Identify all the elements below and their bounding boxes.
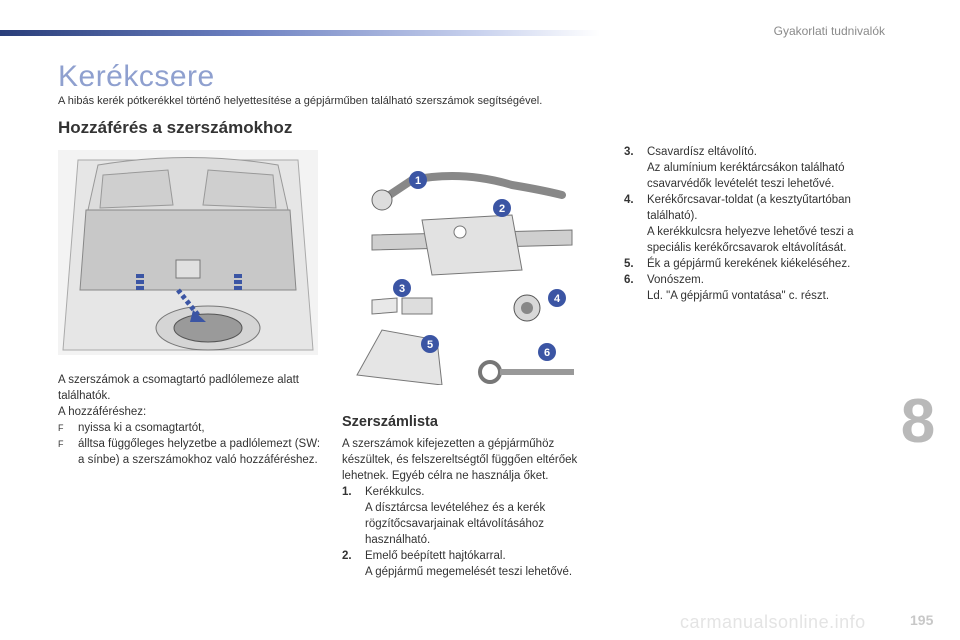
chapter-number bbox=[898, 388, 938, 450]
header-bar bbox=[0, 30, 600, 36]
svg-text:2: 2 bbox=[498, 203, 506, 215]
list-item: 4. Kerékőrcsavar-toldat (a kesztyűtartóban található). A kerékkulcsra helyezve lehetővé teszi a speciális kerékőrcsavarok eltávolítását. bbox=[624, 194, 854, 254]
toollist-intro: A szerszámok kifejezetten a gépjárműhöz készültek, és felszereltségtől függően eltérőek lehetnek. Egyéb célra ne használja őket. bbox=[342, 438, 578, 482]
watermark: carmanualsonline.info bbox=[680, 612, 866, 632]
bullet-text: nyissa ki a csomagtartót, bbox=[78, 422, 205, 434]
section-title: Gyakorlati tudnivalók bbox=[773, 24, 885, 38]
list-item: 6. Vonószem. Ld. "A gépjármű vontatása" c. részt. bbox=[624, 274, 830, 302]
bullet-marker: F bbox=[58, 439, 64, 449]
bullet-marker: F bbox=[58, 423, 64, 433]
svg-text:6: 6 bbox=[543, 347, 551, 359]
svg-text:1: 1 bbox=[414, 175, 422, 187]
svg-text:5: 5 bbox=[426, 339, 434, 351]
toollist-text bbox=[342, 436, 592, 580]
toollist-continued bbox=[624, 144, 884, 304]
access-intro: A szerszámok a csomagtartó padlólemeze alatt találhatók. bbox=[58, 374, 299, 402]
page-number: 195 bbox=[910, 612, 934, 628]
svg-text:4: 4 bbox=[553, 293, 561, 305]
bullet-item bbox=[58, 420, 323, 436]
toollist-heading: Szerszámlista bbox=[342, 414, 438, 430]
access-text bbox=[58, 372, 323, 468]
svg-text:8: 8 bbox=[900, 388, 936, 450]
trunk-illustration bbox=[58, 150, 318, 355]
access-heading: Hozzáférés a szerszámokhoz bbox=[58, 118, 293, 137]
page-title: Kerékcsere bbox=[58, 60, 215, 93]
svg-text:3: 3 bbox=[398, 283, 406, 295]
bullet-text: álltsa függőleges helyzetbe a padlólemezt (SW: a sínbe) a szerszámokhoz való hozzáféréshez. bbox=[78, 438, 321, 466]
list-item: 3. Csavardísz eltávolító. Az alumínium keréktárcsákon található csavarvédők levételét teszi lehetővé. bbox=[624, 146, 845, 190]
list-item: 2. Emelő beépített hajtókarral. A gépjármű megemelését teszi lehetővé. bbox=[342, 550, 573, 578]
access-howto: A hozzáféréshez: bbox=[58, 406, 147, 418]
list-item: 1. Kerékkulcs. A dísztárcsa levételéhez és a kerék rögzítőcsavarjainak eltávolításához használható. bbox=[342, 486, 546, 546]
bullet-item bbox=[58, 436, 323, 468]
list-item: 5. Ék a gépjármű kerekének kiékeléséhez. bbox=[624, 258, 851, 270]
page-subtitle: A hibás kerék pótkerékkel történő helyettesítése a gépjárműben található szerszámok segítségével. bbox=[58, 95, 543, 107]
tools-illustration bbox=[342, 160, 582, 385]
